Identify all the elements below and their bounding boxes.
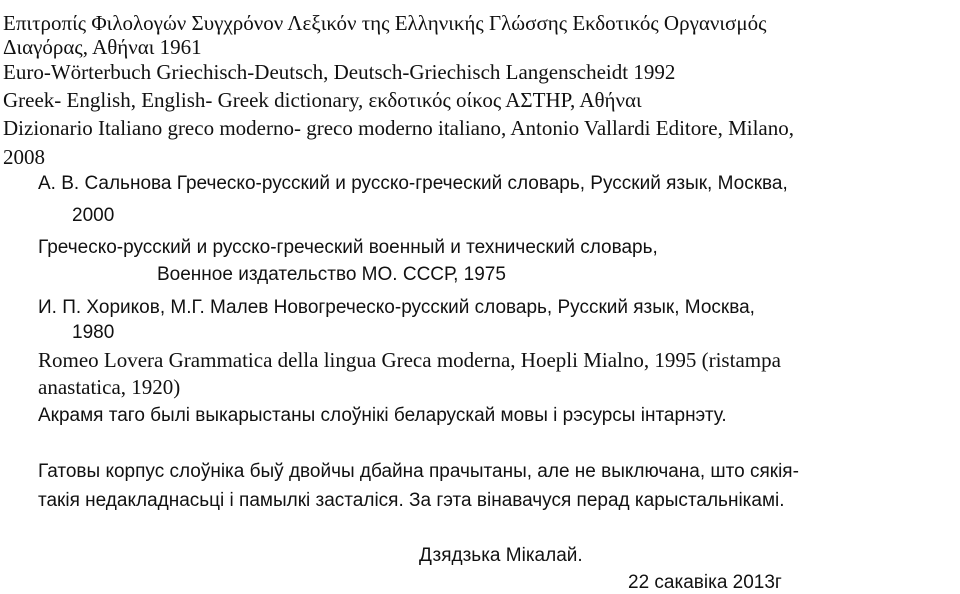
bib-entry-military-dictionary-line2: Военное издательство МО. СССР, 1975 [157,264,506,285]
bib-entry-khorikov-line1: И. П. Хориков, М.Г. Малев Новогреческо-русский словарь, Русский язык, Москва, [38,297,755,318]
note-thanks-line1: Гатовы корпус слоўніка быў двойчы дбайна прачытаны, але не выключана, што сякія- [38,461,799,482]
note-thanks-line2: такія недакладнасьці і памылкі засталіся. За гэта вінавачуся перад карыстальнікамі. [38,490,785,511]
bib-entry-greek-english: Greek- English, English- Greek dictionary, εκδοτικός οίκος ΑΣΤΗΡ, Αθήναι [3,88,642,112]
bib-entry-dizionario-line1: Dizionario Italiano greco moderno- greco moderno italiano, Antonio Vallardi Editore, Milano, [3,116,794,140]
signature-date: 22 сакавіка 2013г [628,572,782,593]
note-resources: Акрамя таго былі выкарыстаны слоўнікі беларускай мовы і рэсурсы інтарнэту. [38,405,727,426]
bib-entry-greek-dictionary-line2: Διαγόρας, Αθήναι 1961 [3,35,202,59]
signature-author: Дзядзька Мікалай. [419,545,583,566]
bib-entry-military-dictionary-line1: Греческо-русский и русско-греческий военный и технический словарь, [38,237,658,258]
bib-entry-lovera-line1: Romeo Lovera Grammatica della lingua Greca moderna, Hoepli Mialno, 1995 (ristampa [38,348,781,372]
bib-entry-lovera-line2: anastatica, 1920) [38,375,181,399]
bib-entry-khorikov-line2: 1980 [72,322,115,343]
bib-entry-dizionario-line2: 2008 [3,145,45,169]
bib-entry-salnova-line2: 2000 [72,205,115,226]
bib-entry-euro-woerterbuch: Euro-Wörterbuch Griechisch-Deutsch, Deutsch-Griechisch Langenscheidt 1992 [3,60,676,84]
bib-entry-greek-dictionary-line1: Επιτροπίς Φιλολογών Συγχρόνον Λεξικόν της Ελληνικής Γλώσσης Εκδοτικός Οργανισμός [3,11,767,35]
bib-entry-salnova-line1: А. В. Сальнова Греческо-русский и русско-греческий словарь, Русский язык, Москва, [38,173,788,194]
